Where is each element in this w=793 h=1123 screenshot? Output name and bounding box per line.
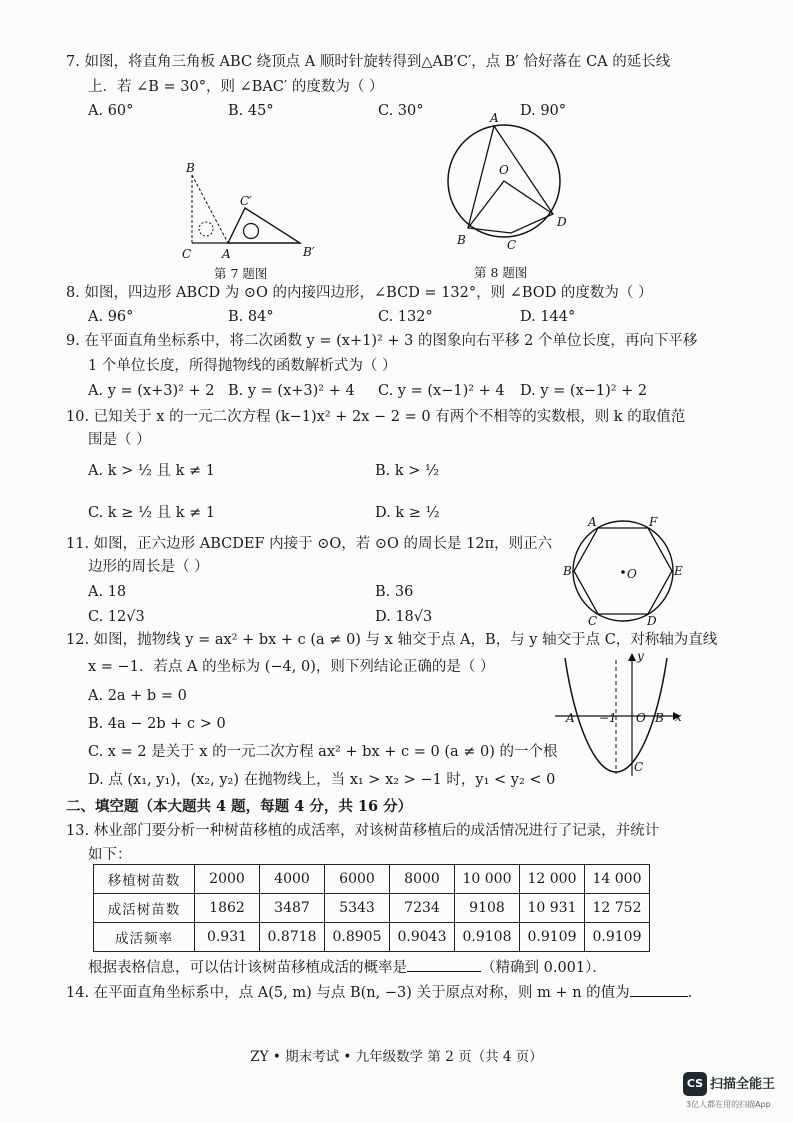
q10-option-b: B. k > ½ xyxy=(375,463,440,479)
table-cell: 10 931 xyxy=(520,894,585,923)
table-cell: 0.9043 xyxy=(390,923,455,952)
table-cell: 1862 xyxy=(195,894,260,923)
q11-label-c: C xyxy=(588,614,598,628)
q9-option-d: D. y = (x−1)² + 2 xyxy=(520,383,648,399)
q8-figure-caption: 第 8 题图 xyxy=(474,265,528,280)
q10-option-a: A. k > ½ 且 k ≠ 1 xyxy=(88,463,215,479)
section-2-heading: 二、填空题（本大题共 4 题，每题 4 分，共 16 分） xyxy=(66,798,413,815)
q8-stem: 8. 如图，四边形 ABCD 为 ⊙O 的内接四边形，∠BCD = 132°，则 ∠BOD 的度数为（ ） xyxy=(66,285,653,301)
table-cell: 12 752 xyxy=(585,894,650,923)
table-cell: 2000 xyxy=(195,865,260,894)
q9-option-b: B. y = (x+3)² + 4 xyxy=(228,383,355,399)
q8-option-d: D. 144° xyxy=(520,309,576,325)
q12-label-b: B xyxy=(655,711,664,725)
q7-figure-caption: 第 7 题图 xyxy=(214,266,268,281)
q10-stem-line2: 围是（ ） xyxy=(88,432,151,448)
table-cell: 5343 xyxy=(325,894,390,923)
q13-data-table xyxy=(93,864,650,952)
q12-option-b: B. 4a − 2b + c > 0 xyxy=(88,716,226,732)
q11-label-b: B xyxy=(563,564,572,578)
q11-stem-line2: 边形的周长是（ ） xyxy=(88,559,209,575)
q7-stem-line2: 上．若 ∠B = 30°，则 ∠BAC′ 的度数为（ ） xyxy=(88,79,384,95)
table-cell: 0.9109 xyxy=(520,923,585,952)
table-row xyxy=(94,865,650,894)
q11-option-d: D. 18√3 xyxy=(375,609,433,625)
table-cell: 0.9108 xyxy=(455,923,520,952)
table-cell: 0.9109 xyxy=(585,923,650,952)
q10-option-c: C. k ≥ ½ 且 k ≠ 1 xyxy=(88,505,216,521)
q7-option-c: C. 30° xyxy=(378,103,424,119)
q9-option-a: A. y = (x+3)² + 2 xyxy=(88,383,215,399)
q7-label-a: A xyxy=(222,247,231,261)
table-cell: 6000 xyxy=(325,865,390,894)
q13-question-line xyxy=(88,958,607,978)
camscanner-logo-icon: CS xyxy=(683,1072,707,1096)
q11-label-e: E xyxy=(674,564,683,578)
q8-label-o: O xyxy=(499,163,509,177)
q12-option-a: A. 2a + b = 0 xyxy=(88,688,187,704)
q12-label-x: x xyxy=(675,710,682,724)
q12-label-y: y xyxy=(637,649,644,663)
q11-option-c: C. 12√3 xyxy=(88,609,145,625)
q11-option-a: A. 18 xyxy=(88,584,127,600)
table-cell: 12 000 xyxy=(520,865,585,894)
q13-question-text: 根据表格信息，可以估计该树苗移植成活的概率是 xyxy=(88,960,407,976)
q13-precision-note: （精确到 0.001）． xyxy=(481,960,607,976)
q13-stem-line2: 如下： xyxy=(88,847,132,863)
q13-answer-blank[interactable] xyxy=(407,971,481,972)
q12-label-o: O xyxy=(636,711,646,725)
table-cell: 8000 xyxy=(390,865,455,894)
q13-stem-line1: 13. 林业部门要分析一种树苗移植的成活率，对该树苗移植后的成活情况进行了记录，并统计 xyxy=(66,823,660,839)
q11-stem-line1: 11. 如图，正六边形 ABCDEF 内接于 ⊙O，若 ⊙O 的周长是 12π，则正六 xyxy=(66,536,553,552)
table-cell: 3487 xyxy=(260,894,325,923)
q9-stem-line1: 9. 在平面直角坐标系中，将二次函数 y = (x+1)² + 3 的图象向右平移 2 个单位长度，再向下平移 xyxy=(66,333,698,349)
page-footer: ZY • 期末考试 • 九年级数学 第 2 页（共 4 页） xyxy=(250,1049,543,1065)
q8-label-c: C xyxy=(507,238,517,252)
q12-stem-line1: 12. 如图，抛物线 y = ax² + bx + c (a ≠ 0) 与 x 轴交于点 A，B，与 y 轴交于点 C，对称轴为直线 xyxy=(66,632,718,648)
table-row xyxy=(94,894,650,923)
table-row-header: 移植树苗数 xyxy=(94,865,195,894)
q10-option-d: D. k ≥ ½ xyxy=(375,505,440,521)
q8-option-b: B. 84° xyxy=(228,309,274,325)
table-cell: 10 000 xyxy=(455,865,520,894)
table-row-header: 成活频率 xyxy=(94,923,195,952)
table-cell: 9108 xyxy=(455,894,520,923)
table-cell: 0.8718 xyxy=(260,923,325,952)
q11-figure xyxy=(560,515,690,628)
q14-period: ． xyxy=(687,985,703,1001)
q7-option-a: A. 60° xyxy=(88,103,134,119)
q14-answer-blank[interactable] xyxy=(630,996,688,997)
q7-label-b: B xyxy=(186,161,195,175)
q8-label-b: B xyxy=(457,233,466,247)
q8-option-a: A. 96° xyxy=(88,309,134,325)
table-cell: 0.931 xyxy=(195,923,260,952)
q12-stem-line2: x = −1．若点 A 的坐标为 (−4, 0)，则下列结论正确的是（ ） xyxy=(88,659,495,675)
q14-question-text: 14. 在平面直角坐标系中，点 A(5, m) 与点 B(n, −3) 关于原点对称，则 m + n 的值为 xyxy=(66,985,630,1001)
camscanner-subtitle: 3亿人都在用的扫描App xyxy=(686,1100,771,1109)
q12-figure xyxy=(555,650,690,780)
q12-option-d: D. 点 (x₁, y₁)，(x₂, y₂) 在抛物线上，当 x₁ > x₂ > −1 时，y₁ < y₂ < 0 xyxy=(88,772,556,788)
q7-label-b-prime: B′ xyxy=(303,245,315,259)
q8-label-d: D xyxy=(557,215,567,229)
q11-label-f: F xyxy=(649,515,658,529)
q12-label-minus1: −1 xyxy=(599,711,617,725)
q11-label-o: O xyxy=(627,567,637,581)
table-row-header: 成活树苗数 xyxy=(94,894,195,923)
table-cell: 0.8905 xyxy=(325,923,390,952)
q8-option-c: C. 132° xyxy=(378,309,433,325)
q11-label-a: A xyxy=(588,515,597,529)
q12-label-a: A xyxy=(566,711,575,725)
table-cell: 14 000 xyxy=(585,865,650,894)
q7-label-c-prime: C′ xyxy=(240,194,252,208)
table-row xyxy=(94,923,650,952)
table-cell: 4000 xyxy=(260,865,325,894)
q9-stem-line2: 1 个单位长度，所得抛物线的函数解析式为（ ） xyxy=(88,358,397,374)
camscanner-title: 扫描全能王 xyxy=(710,1077,776,1092)
q10-stem-line1: 10. 已知关于 x 的一元二次方程 (k−1)x² + 2x − 2 = 0 有两个不相等的实数根，则 k 的取值范 xyxy=(66,409,686,425)
q7-option-b: B. 45° xyxy=(228,103,274,119)
q12-option-c: C. x = 2 是关于 x 的一元二次方程 ax² + bx + c = 0 (a ≠ 0) 的一个根 xyxy=(88,744,558,760)
q7-figure xyxy=(170,155,330,265)
q9-option-c: C. y = (x−1)² + 4 xyxy=(378,383,505,399)
q8-label-a: A xyxy=(490,111,499,125)
q11-label-d: D xyxy=(647,614,657,628)
q11-option-b: B. 36 xyxy=(375,584,414,600)
table-cell: 7234 xyxy=(390,894,455,923)
q12-label-c: C xyxy=(634,760,644,774)
q14-question-line xyxy=(66,983,702,1003)
q7-label-c: C xyxy=(182,247,192,261)
q7-option-d: D. 90° xyxy=(520,103,567,119)
q7-stem-line1: 7. 如图，将直角三角板 ABC 绕顶点 A 顺时针旋转得到△AB′C′，点 B′ 恰好落在 CA 的延长线 xyxy=(66,54,671,70)
